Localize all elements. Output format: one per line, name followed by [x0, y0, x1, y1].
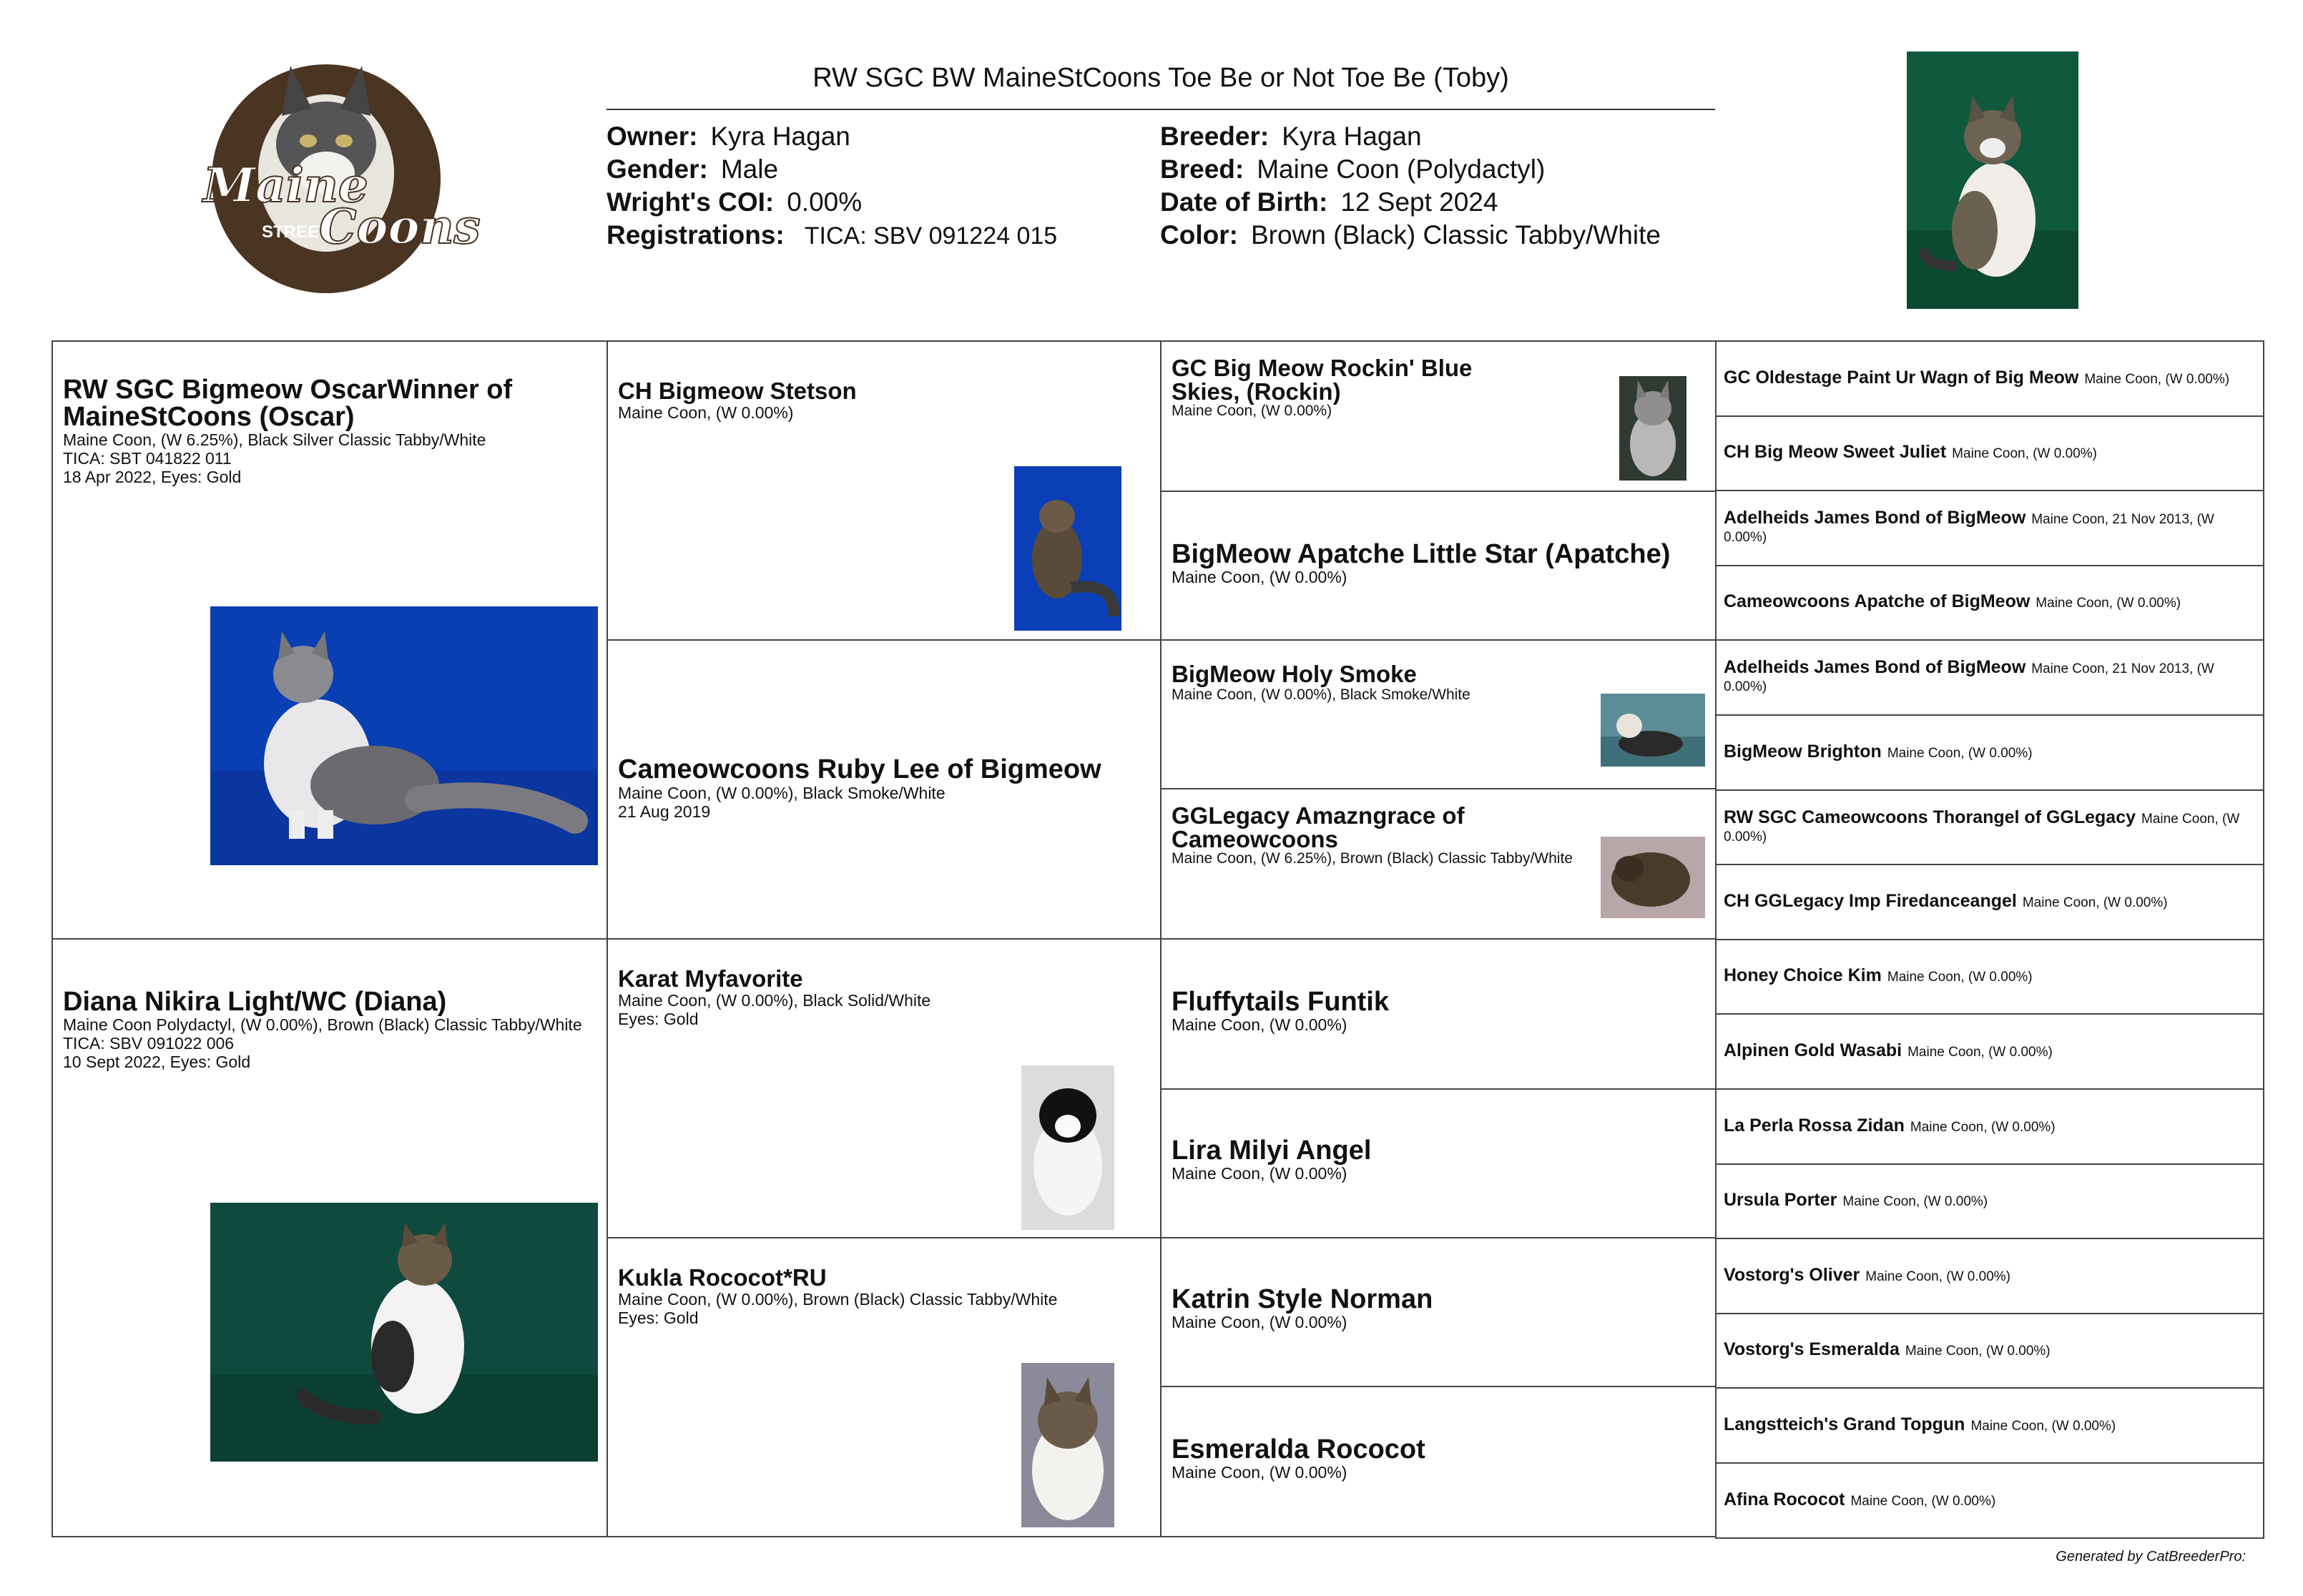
- gen2-extra-4: Eyes: Gold: [618, 1309, 699, 1327]
- color-value: Brown (Black) Classic Tabby/White: [1250, 220, 1661, 250]
- gen3-cell-3[interactable]: [1160, 639, 1717, 789]
- gen4-details-4: Maine Coon, (W 0.00%): [2036, 596, 2181, 611]
- gen4-cell-4[interactable]: [1715, 565, 2264, 641]
- dam-name: Diana Nikira Light/WC (Diana): [63, 987, 447, 1017]
- owner-value: Kyra Hagan: [710, 122, 850, 151]
- gen4-name-9: Honey Choice Kim: [1724, 965, 1882, 985]
- gen3-name-7: Katrin Style Norman: [1172, 1284, 1433, 1314]
- gen4-cell-15[interactable]: [1715, 1387, 2264, 1464]
- gen2-name-2: Cameowcoons Ruby Lee of Bigmeow: [618, 754, 1101, 784]
- gen4-details-1: Maine Coon, (W 0.00%): [2084, 371, 2230, 387]
- gen4-cell-13[interactable]: [1715, 1238, 2264, 1314]
- gen4-cell-9[interactable]: [1715, 939, 2264, 1015]
- gen3-details-6: Maine Coon, (W 0.00%): [1172, 1164, 1347, 1183]
- breeder-value: Kyra Hagan: [1282, 122, 1422, 151]
- info-left-column: [607, 120, 1057, 252]
- gen3-cell-8[interactable]: [1160, 1386, 1717, 1537]
- sire-photo: [210, 606, 598, 865]
- gen2-photo-1: [1014, 466, 1121, 631]
- gen3-cell-4[interactable]: [1160, 788, 1717, 940]
- breeder-label: Breeder:: [1160, 122, 1270, 151]
- coi-label: Wright's COI:: [607, 187, 775, 217]
- gen4-cell-2[interactable]: [1715, 415, 2264, 491]
- gen2-details-2: Maine Coon, (W 0.00%), Black Smoke/White: [618, 784, 946, 802]
- gen2-cell-3[interactable]: [607, 938, 1162, 1238]
- pedigree-title: RW SGC BW MaineStCoons Toe Be or Not Toe Be (Toby): [812, 63, 1509, 93]
- gen4-details-7: Maine Coon, (W 0.00%): [1724, 811, 2240, 844]
- gen3-name-6: Lira Milyi Angel: [1172, 1136, 1372, 1166]
- gen4-details-8: Maine Coon, (W 0.00%): [2022, 895, 2168, 910]
- gen4-name-13: Vostorg's Oliver: [1724, 1264, 1860, 1285]
- breed-label: Breed:: [1160, 154, 1244, 184]
- sire-birth-eyes: 18 Apr 2022, Eyes: Gold: [63, 468, 242, 486]
- dob-row: [1160, 186, 1661, 219]
- gen3-photo-3: [1601, 694, 1705, 767]
- color-label: Color:: [1160, 220, 1238, 250]
- gen4-cell-16[interactable]: [1715, 1462, 2264, 1539]
- gen3-details-1: Maine Coon, (W 0.00%): [1172, 403, 1332, 419]
- gen4-name-16: Afina Rococot: [1724, 1489, 1845, 1509]
- registrations-row: [607, 219, 1057, 252]
- gen2-details-4: Maine Coon, (W 0.00%), Brown (Black) Classic Tabby/White: [618, 1290, 1058, 1309]
- gen4-cell-11[interactable]: [1715, 1088, 2264, 1165]
- gen3-details-8: Maine Coon, (W 0.00%): [1172, 1463, 1347, 1482]
- gen4-name-8: CH GGLegacy Imp Firedanceangel: [1724, 890, 2017, 911]
- gen4-details-3: Maine Coon, 21 Nov 2013, (W 0.00%): [1724, 512, 2214, 545]
- dam-details: Maine Coon Polydactyl, (W 0.00%), Brown (Black) Classic Tabby/White: [63, 1015, 582, 1034]
- sire-name: RW SGC Bigmeow OscarWinner of MaineStCoons (Oscar): [63, 375, 513, 432]
- gen2-photo-3: [1021, 1065, 1114, 1230]
- gen4-cell-14[interactable]: [1715, 1313, 2264, 1389]
- color-row: [1160, 219, 1661, 252]
- gen4-name-10: Alpinen Gold Wasabi: [1724, 1040, 1902, 1060]
- sire-registration: TICA: SBT 041822 011: [63, 449, 232, 468]
- gen4-name-14: Vostorg's Esmeralda: [1724, 1339, 1900, 1359]
- gen4-details-13: Maine Coon, (W 0.00%): [1865, 1269, 2011, 1284]
- gen3-name-8: Esmeralda Rococot: [1172, 1434, 1425, 1464]
- gen3-photo-1: [1619, 376, 1686, 481]
- gen4-cell-5[interactable]: [1715, 639, 2264, 716]
- gen3-name-4: GGLegacy Amazngrace of Cameowcoons: [1172, 802, 1465, 852]
- gen2-cell-4[interactable]: [607, 1237, 1162, 1537]
- gen2-cell-1[interactable]: [607, 340, 1162, 641]
- gen4-cell-7[interactable]: [1715, 789, 2264, 865]
- dam-cell[interactable]: [51, 938, 608, 1537]
- registrations-label: Registrations:: [607, 220, 785, 250]
- gen2-extra-3: Eyes: Gold: [618, 1010, 699, 1028]
- gen4-cell-10[interactable]: [1715, 1013, 2264, 1090]
- logo-text-street: STREET: [262, 222, 330, 242]
- gen3-name-5: Fluffytails Funtik: [1172, 987, 1389, 1017]
- gen4-details-10: Maine Coon, (W 0.00%): [1907, 1044, 2053, 1060]
- info-right-column: [1160, 120, 1661, 252]
- gen4-name-3: Adelheids James Bond of BigMeow: [1724, 508, 2026, 528]
- gen3-name-1: GC Big Meow Rockin' Blue Skies, (Rockin): [1172, 355, 1473, 405]
- gen4-name-7: RW SGC Cameowcoons Thorangel of GGLegacy: [1724, 807, 2136, 827]
- gen4-cell-12[interactable]: [1715, 1163, 2264, 1239]
- owner-row: [607, 120, 1057, 153]
- gen4-name-1: GC Oldestage Paint Ur Wagn of Big Meow: [1724, 367, 2079, 388]
- gen3-cell-5[interactable]: [1160, 938, 1717, 1090]
- gen4-details-6: Maine Coon, (W 0.00%): [1887, 745, 2033, 761]
- gen3-cell-6[interactable]: [1160, 1088, 1717, 1238]
- gen3-cell-2[interactable]: [1160, 491, 1717, 641]
- dam-photo: [210, 1203, 598, 1462]
- gen2-cell-2[interactable]: [607, 639, 1162, 940]
- gen4-details-2: Maine Coon, (W 0.00%): [1952, 446, 2097, 461]
- dob-label: Date of Birth:: [1160, 187, 1328, 217]
- gen2-details-3: Maine Coon, (W 0.00%), Black Solid/White: [618, 991, 931, 1010]
- title-divider: [607, 109, 1715, 110]
- gen2-name-4: Kukla Rococot*RU: [618, 1264, 827, 1291]
- subject-cat-photo: [1907, 51, 2078, 309]
- gender-label: Gender:: [607, 154, 708, 184]
- sire-details: Maine Coon, (W 6.25%), Black Silver Classic Tabby/White: [63, 430, 486, 449]
- coi-value: 0.00%: [787, 187, 863, 217]
- gen3-name-3: BigMeow Holy Smoke: [1172, 661, 1417, 687]
- gen4-cell-8[interactable]: [1715, 864, 2264, 940]
- gen4-name-11: La Perla Rossa Zidan: [1724, 1115, 1905, 1136]
- coi-row: [607, 186, 1057, 219]
- registrations-value: TICA: SBV 091224 015: [804, 222, 1058, 250]
- gen4-name-12: Ursula Porter: [1724, 1190, 1837, 1210]
- gen4-details-14: Maine Coon, (W 0.00%): [1905, 1344, 2051, 1359]
- gen2-photo-4: [1021, 1363, 1114, 1527]
- gen3-cell-1[interactable]: [1160, 340, 1717, 492]
- gen3-details-2: Maine Coon, (W 0.00%): [1172, 568, 1347, 586]
- breed-row: [1160, 153, 1661, 186]
- gen3-details-4: Maine Coon, (W 6.25%), Brown (Black) Classic Tabby/White: [1172, 850, 1573, 867]
- gender-row: [607, 153, 1057, 186]
- gen2-details-1: Maine Coon, (W 0.00%): [618, 403, 794, 422]
- gen4-cell-6[interactable]: [1715, 714, 2264, 791]
- gen3-details-3: Maine Coon, (W 0.00%), Black Smoke/White: [1172, 686, 1470, 703]
- generated-by-footer: Generated by CatBreederPro:: [2056, 1549, 2246, 1565]
- gen4-details-11: Maine Coon, (W 0.00%): [1910, 1119, 2056, 1135]
- gen4-cell-3[interactable]: [1715, 490, 2264, 566]
- gen4-details-15: Maine Coon, (W 0.00%): [1970, 1418, 2116, 1434]
- gen3-details-5: Maine Coon, (W 0.00%): [1172, 1015, 1347, 1034]
- gen4-name-5: Adelheids James Bond of BigMeow: [1724, 657, 2026, 677]
- breeder-row: [1160, 120, 1661, 153]
- gender-value: Male: [720, 154, 779, 184]
- gen3-cell-7[interactable]: [1160, 1237, 1717, 1387]
- gen3-photo-4: [1601, 837, 1705, 918]
- dam-registration: TICA: SBV 091022 006: [63, 1034, 235, 1053]
- gen3-name-2: BigMeow Apatche Little Star (Apatche): [1172, 539, 1671, 569]
- logo-text-coons: Coons: [319, 199, 481, 255]
- gen3-details-7: Maine Coon, (W 0.00%): [1172, 1313, 1347, 1331]
- gen4-name-6: BigMeow Brighton: [1724, 741, 1882, 762]
- logo-text-maine: Maine: [203, 157, 368, 213]
- dam-birth-eyes: 10 Sept 2022, Eyes: Gold: [63, 1053, 251, 1071]
- breed-value: Maine Coon (Polydactyl): [1257, 154, 1546, 184]
- sire-cell[interactable]: [51, 340, 608, 940]
- gen4-details-12: Maine Coon, (W 0.00%): [1842, 1194, 1988, 1209]
- gen2-name-1: CH Bigmeow Stetson: [618, 378, 857, 404]
- gen4-details-5: Maine Coon, 21 Nov 2013, (W 0.00%): [1724, 661, 2214, 694]
- gen4-name-4: Cameowcoons Apatche of BigMeow: [1724, 591, 2031, 611]
- gen2-extra-2: 21 Aug 2019: [618, 802, 711, 821]
- gen4-details-16: Maine Coon, (W 0.00%): [1850, 1493, 1996, 1509]
- cattery-logo: [197, 59, 481, 299]
- gen4-cell-1[interactable]: [1715, 340, 2264, 417]
- gen4-details-9: Maine Coon, (W 0.00%): [1887, 970, 2033, 985]
- dob-value: 12 Sept 2024: [1340, 187, 1498, 217]
- gen2-name-3: Karat Myfavorite: [618, 965, 803, 992]
- gen4-name-2: CH Big Meow Sweet Juliet: [1724, 442, 1947, 462]
- owner-label: Owner:: [607, 122, 698, 151]
- gen4-name-15: Langstteich's Grand Topgun: [1724, 1414, 1965, 1434]
